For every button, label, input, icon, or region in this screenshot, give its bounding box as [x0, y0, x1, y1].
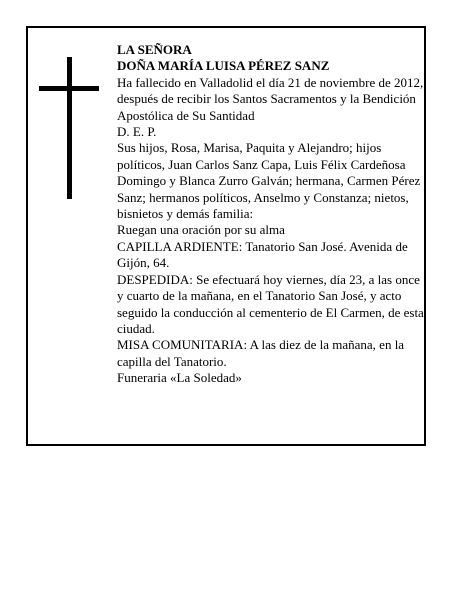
- obituary-notice: [26, 26, 426, 446]
- notice-title: LA SEÑORA: [117, 42, 192, 57]
- deceased-name: DOÑA MARÍA LUISA PÉREZ SANZ: [117, 58, 330, 74]
- death-statement: Ha fallecido en Valladolid el día 21 de noviembre de 2012, después de recibir los Santos Sacramentos y la Bendición Apostólica de Su Santidad: [117, 74, 424, 123]
- funeral-home: Funeraria «La Soledad»: [117, 370, 242, 386]
- cross-vertical-bar: [67, 57, 72, 199]
- obituary-text: [117, 42, 425, 387]
- family-list: Sus hijos, Rosa, Marisa, Paquita y Alejandro; hijos políticos, Juan Carlos Sanz Capa, Luis Félix Cardeñosa Domingo y Blanca Zurro Galván; hermana, Carmen Pérez Sanz; hermanos políticos, Anselmo y Constanza; nietos, bisnietos y demás familia:: [117, 140, 421, 222]
- mass-info: MISA COMUNITARIA: A las diez de la mañana, en la capilla del Tanatorio.: [117, 337, 405, 369]
- cross-horizontal-bar: [39, 86, 99, 91]
- prayer-request: Ruegan una oración por su alma: [117, 222, 285, 238]
- chapel-info: CAPILLA ARDIENTE: Tanatorio San José. Avenida de Gijón, 64.: [117, 238, 408, 271]
- dep-line: D. E. P.: [117, 124, 157, 140]
- farewell-info: DESPEDIDA: Se efectuará hoy viernes, día 23, a las once y cuarto de la mañana, en el Tanatorio San José, y acto seguido la conducción al cementerio de El Carmen, de esta ciudad.: [117, 271, 424, 336]
